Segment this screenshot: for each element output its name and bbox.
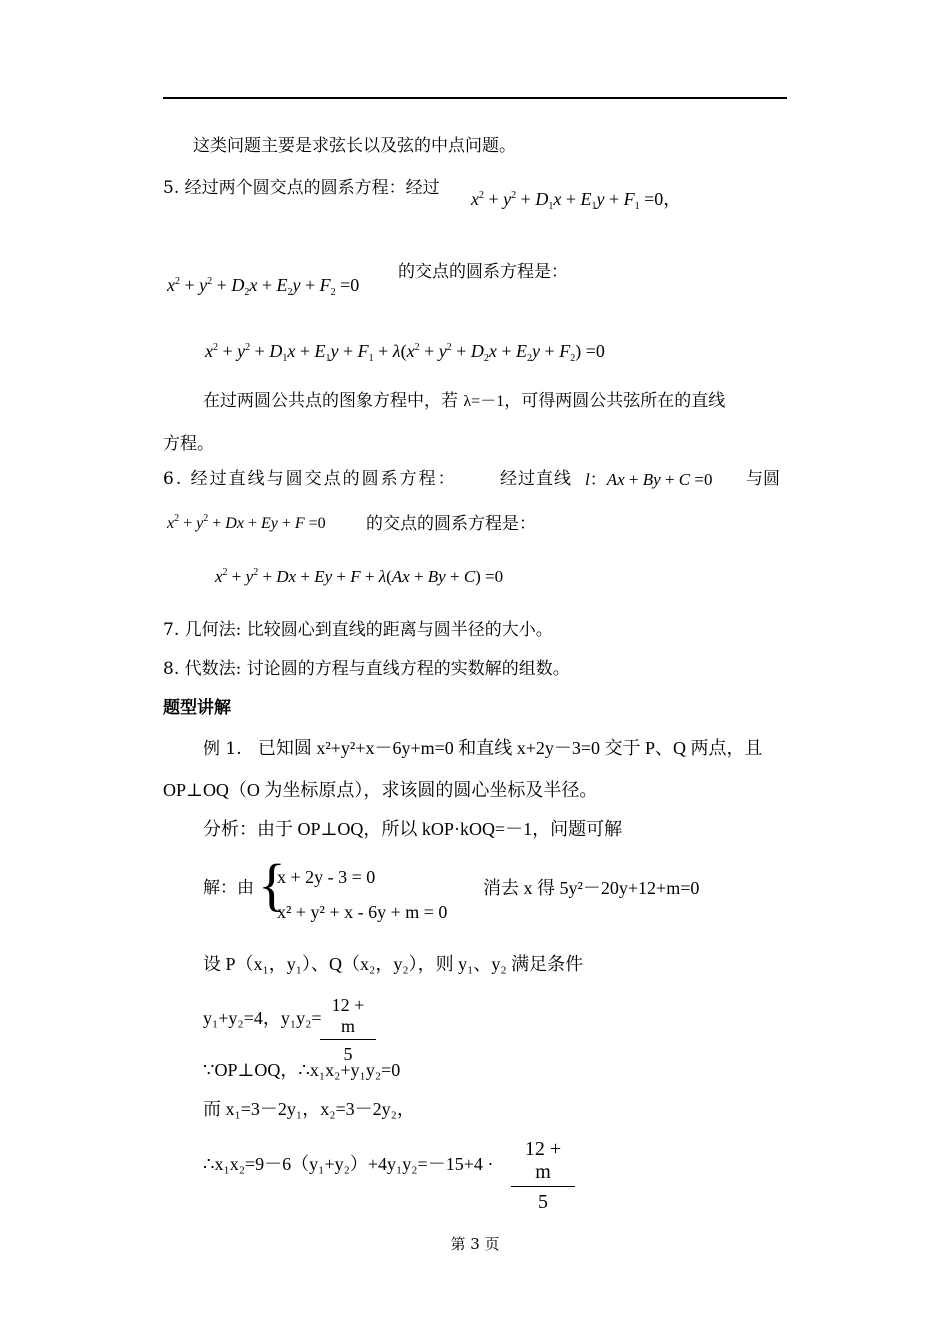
vieta-line: y₁+y₂=4，y₁y₂= <box>203 1008 322 1028</box>
item5-label: 5. 经过两个圆交点的圆系方程：经过 <box>163 178 440 198</box>
example1-analysis: 分析：由于 OP⊥OQ，所以 kOP·kOQ=－1，问题可解 <box>203 819 623 839</box>
let-points: 设 P（x₁，y₁）、Q（x₂，y₂），则 y₁、y₂ 满足条件 <box>203 954 584 974</box>
item6-line-equation: l：Ax + By + C =0 <box>585 470 713 489</box>
intro-paragraph: 这类问题主要是求弦长以及弦的中点问题。 <box>193 136 516 156</box>
item5-text2: 的交点的圆系方程是： <box>398 262 568 282</box>
item6-circle-equation: $x^2 + y^2 + Dx + Ey + F =0$ <box>167 513 326 532</box>
item5-circle2-equation: $x^2 + y^2 + D_2x + E_2y + F_2 =0$ <box>167 275 360 298</box>
item8: 8. 代数法: 讨论圆的方程与直线方程的实数解的组数。 <box>163 659 570 679</box>
item7: 7. 几何法: 比较圆心到直线的距离与圆半径的大小。 <box>163 620 553 640</box>
example1-line1: 例 1. 已知圆 x²+y²+x－6y+m=0 和直线 x+2y－3=0 交于 P、Q 两点，且 <box>203 738 763 759</box>
x-substitution: 而 x₁=3－2y₁，x₂=3－2y₂， <box>203 1099 415 1119</box>
item5-family-equation: $x^2 + y^2 + D_1x + E_1y + F_1 + \lambda(x^2 + y^2 + D_2x + E_2y + F_2) =0$ <box>205 341 605 364</box>
system-equation-1: x + 2y - 3 = 0 <box>277 867 376 887</box>
item5-note-line2: 方程。 <box>163 434 214 454</box>
item5-circle1-equation: $x^2 + y^2 + D_1x + E_1y + F_1 =0$， <box>471 189 682 212</box>
item6-with-circle: 与圆 <box>746 469 780 489</box>
perpendicular-condition: ∵OP⊥OQ，∴x₁x₂+y₁y₂=0 <box>203 1060 401 1080</box>
page-footer: 第 3 页 <box>450 1235 500 1253</box>
system-equation-2: x² + y² + x - 6y + m = 0 <box>277 902 448 922</box>
item6-family-equation: $x^2 + y^2 + Dx + Ey + F + \lambda(Ax + By + C) =0$ <box>215 567 504 586</box>
system-brace: { <box>258 852 286 917</box>
section-title: 题型讲解 <box>163 698 231 718</box>
item5-note-line1: 在过两圆公共点的图象方程中，若 λ=－1，可得两圆公共弦所在的直线 <box>203 391 726 411</box>
item6-label: 6. 经过直线与圆交点的圆系方程： <box>163 469 457 489</box>
solution-label: 解：由 <box>203 878 254 898</box>
vieta-fraction: 12 + m 5 <box>320 995 376 1065</box>
example1-line2: OP⊥OQ（O 为坐标原点），求该圆的圆心坐标及半径。 <box>163 780 598 800</box>
product-fraction: 12 + m 5 <box>511 1138 575 1214</box>
product-line: ∴x₁x₂=9－6（y₁+y₂）+4y₁y₂=－15+4 · <box>203 1154 494 1174</box>
item6-via: 经过直线 <box>500 469 572 489</box>
header-rule <box>163 97 787 99</box>
eliminate-step: 消去 x 得 5y²－20y+12+m=0 <box>483 878 700 898</box>
item6-text2: 的交点的圆系方程是： <box>366 514 536 534</box>
